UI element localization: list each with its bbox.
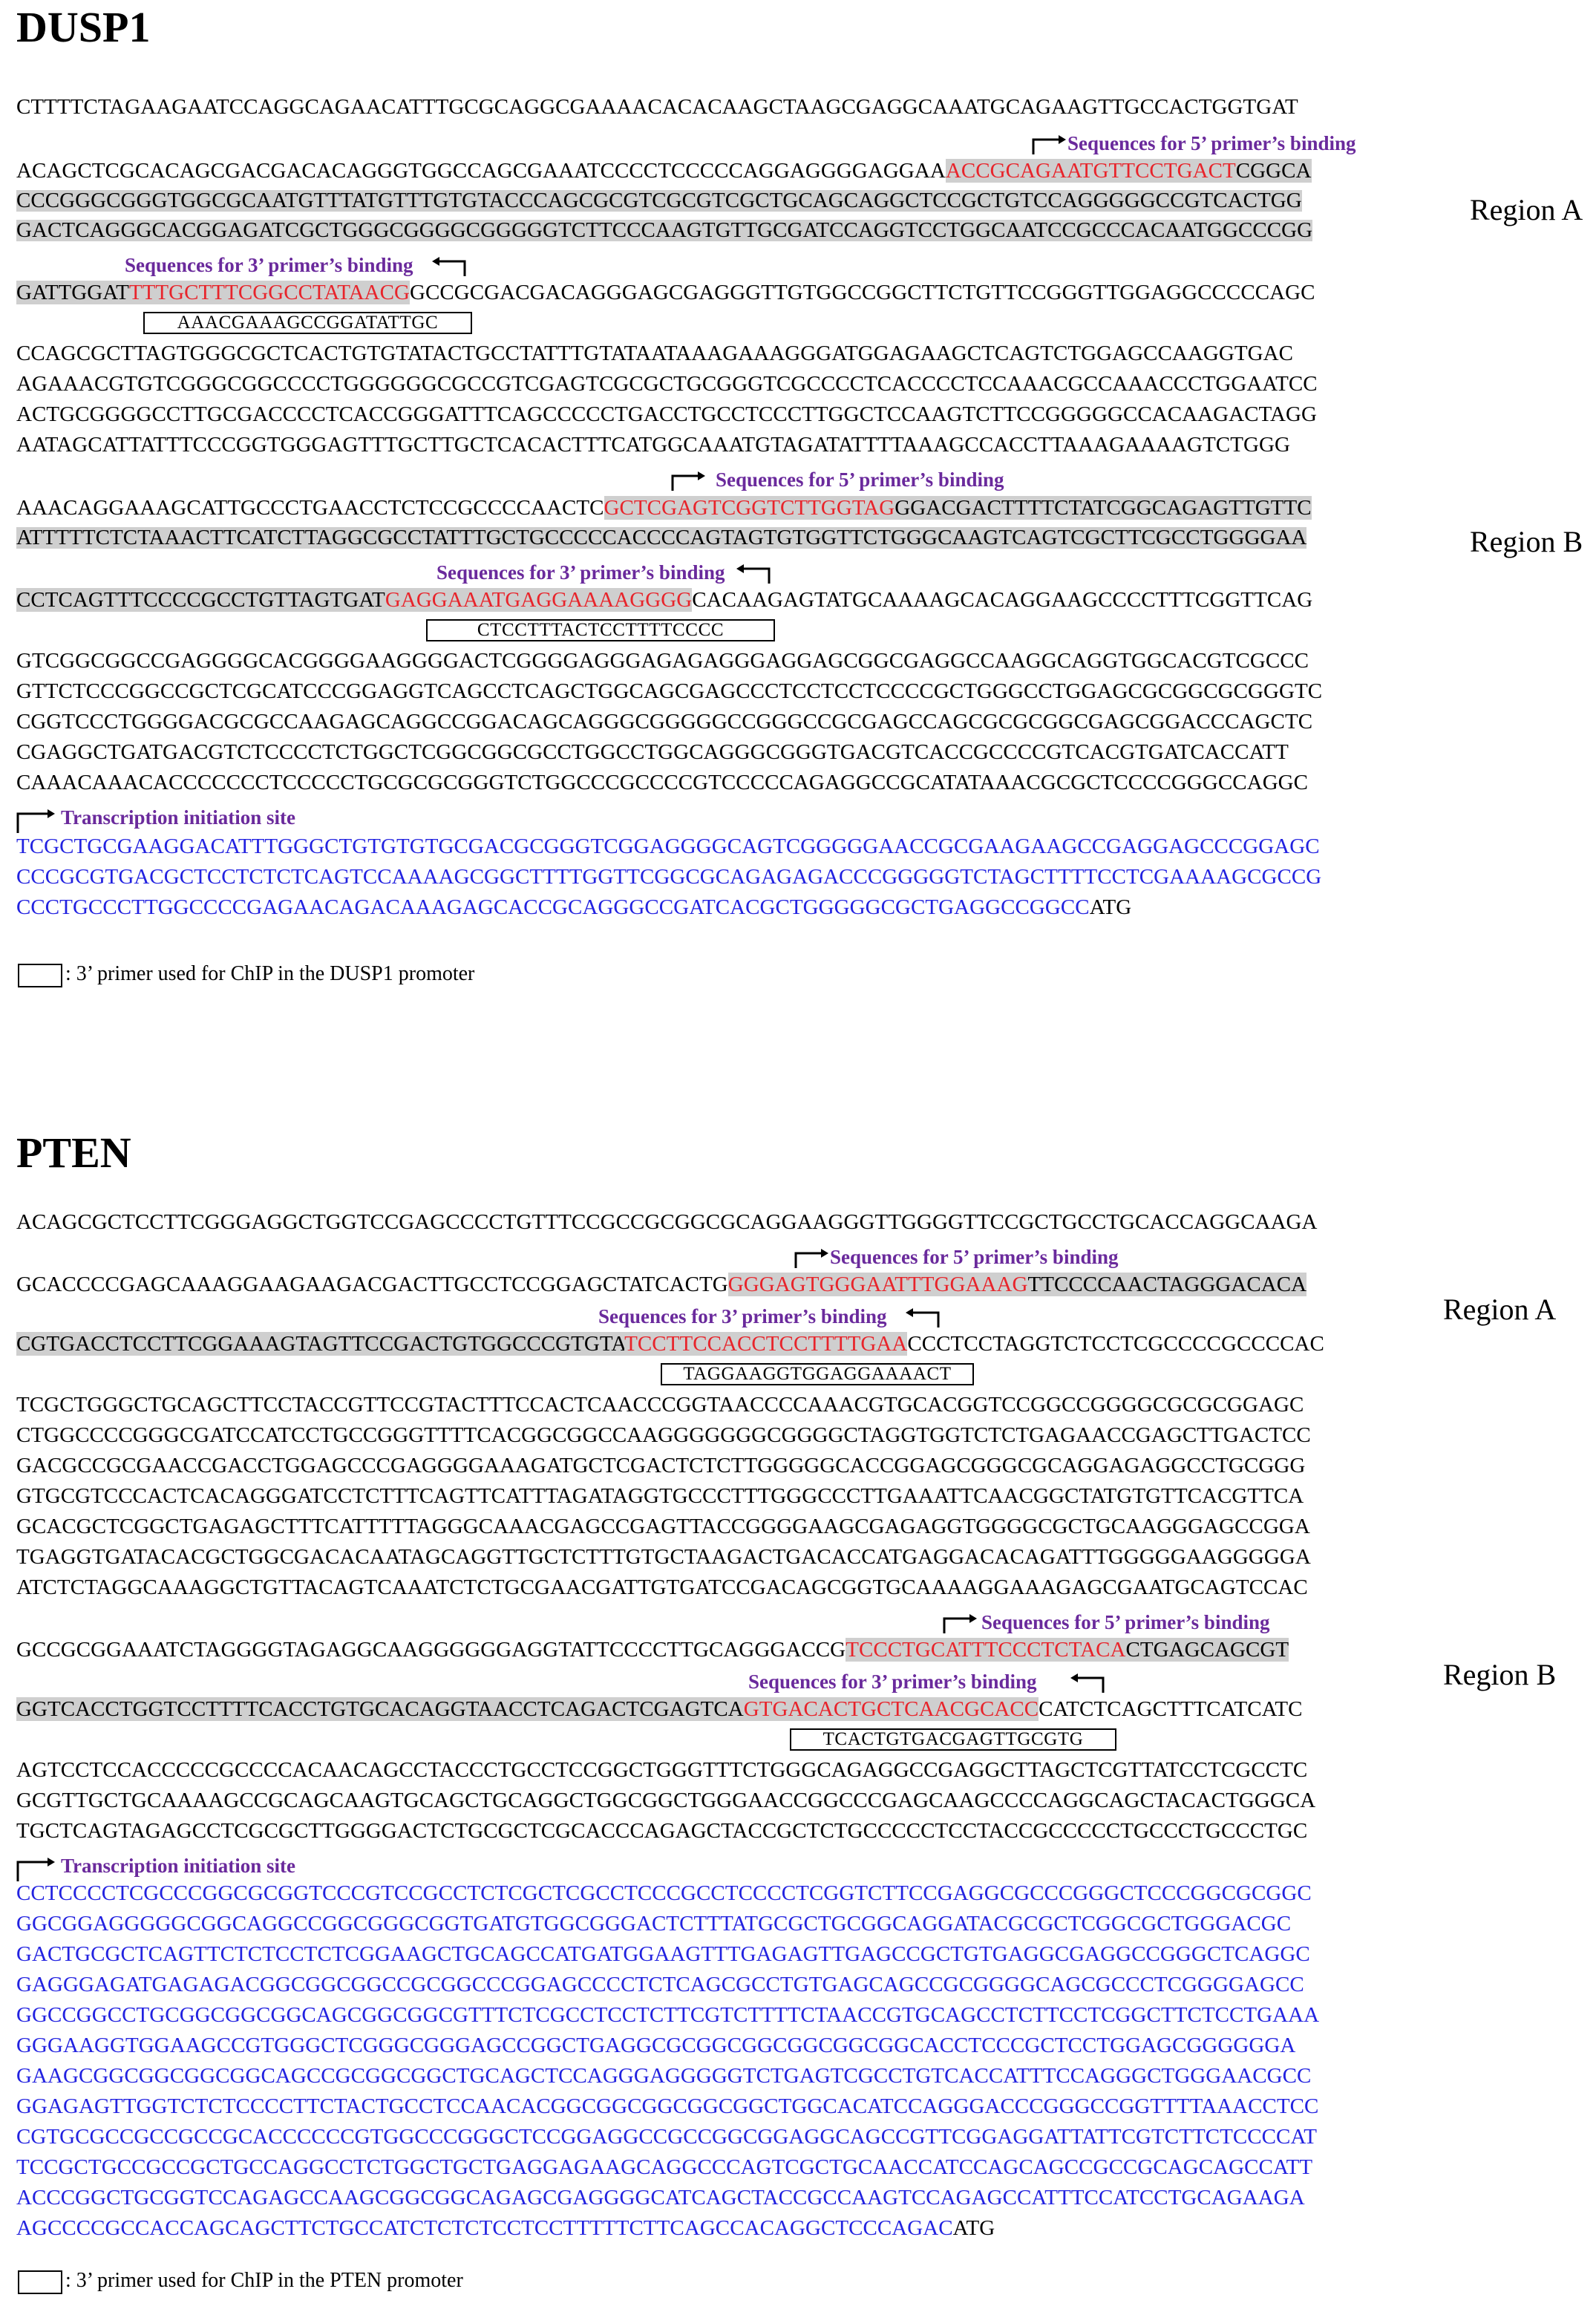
pten-seq-line-26: ACCCGGCTGCGGTCCAGAGCCAAGCGGCGGCAGAGCGAGGGGCATCAGCTACCGCCAAGTCCAGAGCCATTTCCATCCTGCAGAAGA [16,2186,1305,2210]
dusp1-seq-line-5: GATTGGATTTTGCTTTCGGCCTATAACGGCCGCGACGACAGGGAGCGAGGGTTGTGGCCGGCTTCTGTTCCGGGTTGGAGGCCCCCAGC [16,281,1315,304]
pten-chip-primer-box-a: TAGGAAGGTGGAGGAAAACT [661,1363,974,1385]
pten-tis-arrow [15,1858,59,1883]
pten-arrow-3-b [1069,1673,1106,1694]
dusp1-region-a-label: Region A [1470,193,1583,226]
dusp1-tis-label: Transcription initiation site [61,806,296,829]
dusp1-seq-line-17: CAAACAAACACCCCCCCTCCCCCTGCGCGCGGGTCTGGCCCGCCCCGTCCCCCAGAGGCCGCATATAAACGCGCTCCCCGGGCCAGGC [16,771,1309,794]
pten-seq-line-12: GGTCACCTGGTCCTTTTCACCTGTGCACAGGTAACCTCAGACTCGAGTCAGTGACACTGCTCAACGCACCCATCTCAGCTTTCATCATC [16,1697,1303,1721]
dusp1-seq-line-14: GTTCTCCCGGCCGCTCGCATCCCGGAGGTCAGCCTCAGCTGGCAGCGAGCCCTCCTCCTCCCCGCTGGGCCTGGAGCGCGGCGCGGGTC [16,679,1323,703]
dusp1-arrow-5-b [670,471,707,492]
pten-seq-line-16: CCTCCCCTCGCCCGGCGCGGTCCCGTCCGCCTCTCGCTCGCCTCCCGCCTCCCCTCGGTCTTCCGAGGCGCCCGGGCTCCCGGCGCGGC [16,1881,1312,1905]
pten-arrow-5-a [793,1249,830,1270]
pten-legend-box [18,2270,62,2294]
dusp1-seq-line-2: ACAGCTCGCACAGCGACGACACAGGGTGGCCAGCGAAATCCCCTCCCCCAGGAGGGGAGGAAACCGCAGAATGTTCCTGACTCGGCA [16,159,1312,183]
dusp1-seq-line-20: CCCTGCCCTTGGCCCCGAGAACAGACAAAGAGCACCGCAGGGCCGATCACGCTGGGGGCGCTGAGGCCGGCCATG [16,895,1132,919]
pten-chip-primer-box-b: TCACTGTGACGAGTTGCGTG [790,1728,1116,1751]
pten-label-5-a: Sequences for 5’ primer’s binding [830,1246,1119,1268]
pten-label-3-b: Sequences for 3’ primer’s binding [748,1670,1037,1693]
pten-arrow-5-b [941,1614,978,1635]
pten-seq-line-5: CTGGCCCCGGGCGATCCATCCTGCCGGGTTTTCACGGCGGCCAAGGGGGGGCGGGGCTAGGTGGTCTCTGAGAACCGAGCTTGACTCC [16,1423,1311,1447]
dusp1-label-5-b: Sequences for 5’ primer’s binding [716,468,1004,491]
dusp1-arrow-3-b [735,564,772,585]
dusp1-arrow-5-a [1030,135,1067,156]
pten-seq-line-13: AGTCCTCCACCCCCGCCCCACAACAGCCTACCCTGCCTCCGGCTGGGTTTCTGGGCAGAGGCCGAGGCTTAGCTCGTTATCCTCGCCTC [16,1758,1308,1782]
dusp1-seq-line-10: AAACAGGAAAGCATTGCCCTGAACCTCTCCGCCCCAACTCGCTCGAGTCGGTCTTGGTAGGGACGACTTTTCTATCGGCAGAGTTGTTC [16,496,1312,520]
pten-region-b-label: Region B [1443,1658,1557,1691]
pten-seq-line-10: ATCTCTAGGCAAAGGCTGTTACAGTCAAATCTCTGCGAACGATTGTGATCCGACAGCGGTGCAAAAGGAAAGAGCGAATGCAGTCCAC [16,1575,1308,1599]
dusp1-tis-arrow [15,809,59,835]
dusp1-start-codon: ATG [1089,895,1132,919]
dusp1-seq-line-15: CGGTCCCTGGGGACGCGCCAAGAGCAGGCCGGACAGCAGGGCGGGGGCCGGGCCGCGAGCCAGCGCGCGGCGAGCGGACCCAGCTC [16,710,1313,734]
pten-label-3-a: Sequences for 3’ primer’s binding [598,1305,887,1327]
dusp1-chip-primer-box-a: AAACGAAAGCCGGATATTGC [143,312,472,334]
pten-seq-line-8: GCACGCTCGGCTGAGAGCTTTCATTTTTAGGGCAAACGAGCCGAGTTACCGGGGAAGCGAGAGGTGGGGCGCTGCAAGGGAGCCGGA [16,1515,1310,1538]
pten-title: PTEN [16,1129,131,1177]
pten-seq-line-20: GGCCGGCCTGCGGCGGCGGCAGCGGCGGCGTTTCTCGCCTCCTCTTCGTCTTTTCTAACCGTGCAGCCTCTTCCTCGGCTTCTCCTGAAA [16,2003,1320,2027]
dusp1-label-5-a: Sequences for 5’ primer’s binding [1067,132,1356,154]
pten-start-codon: ATG [952,2216,995,2240]
pten-seq-line-3: CGTGACCTCCTTCGGAAAGTAGTTCCGACTGTGGCCCGTGTATCCTTCCACCTCCTTTTGAACCCTCCTAGGTCTCCTCGCCCCGCCCCAC [16,1332,1324,1356]
dusp1-legend-box [18,964,62,987]
pten-seq-line-15: TGCTCAGTAGAGCCTCGCGCTTGGGGACTCTGCGCTCGCACCCAGAGCTACCGCTCTGCCCCCTCCTACCGCCCCCTGCCCTGCCCTGC [16,1819,1308,1843]
dusp1-seq-line-8: ACTGCGGGGCCTTGCGACCCCTCACCGGGATTTCAGCCCCCTGACCTGCCTCCCTTGGCTCCAAGTCTTCCGGGGGCCACAAGACTAGG [16,402,1317,426]
pten-seq-line-18: GACTGCGCTCAGTTCTCTCCTCTCGGAAGCTGCAGCCATGATGGAAGTTTGAGAGTTGAGCCGCTGTGAGGCGAGGCCGGGCTCAGGC [16,1942,1310,1966]
dusp1-chip-primer-box-b: CTCCTTTACTCCTTTTCCCC [426,619,775,641]
dusp1-seq-line-9: AATAGCATTATTTCCCGGTGGGAGTTTGCTTGCTCACACTTTCATGGCAAATGTAGATATTTTAAAGCCACCTTAAAGAAAAGTCTGGG [16,433,1290,457]
dusp1-seq-line-1: CTTTTCTAGAAGAATCCAGGCAGAACATTTGCGCAGGCGAAAACACACAAGCTAAGCGAGGCAAATGCAGAAGTTGCCACTGGTGAT [16,95,1298,119]
pten-seq-line-7: GTGCGTCCCACTCACAGGGATCCTCTTTCAGTTCATTTAGATAGGTGCCCTTTGGGCCCTTGAAATTCAACGGCTATGTGTTCACGTTCA [16,1484,1304,1508]
pten-seq-line-22: GAAGCGGCGGCGGCGGCAGCCGCGGCGGCTGCAGCTCCAGGGAGGGGGTCTGAGTCGCCTGTCACCATTTCCAGGGCTGGGAACGCC [16,2064,1312,2088]
pten-seq-line-4: TCGCTGGGCTGCAGCTTCCTACCGTTCCGTACTTTCCACTCAACCCGGTAACCCCAAACGTGCACGGTCCGGCCGGGGCGCGCGGAGC [16,1393,1304,1417]
pten-seq-line-27: AGCCCCGCCACCAGCAGCTTCTGCCATCTCTCTCCTCCTTTTTCTTCAGCCACAGGCTCCCAGACATG [16,2216,995,2240]
dusp1-label-3-b: Sequences for 3’ primer’s binding [436,561,725,584]
pten-region-a-label: Region A [1443,1293,1557,1326]
pten-legend: : 3’ primer used for ChIP in the PTEN promoter [18,2269,463,2294]
pten-tis-label: Transcription initiation site [61,1855,296,1877]
dusp1-label-3-a: Sequences for 3’ primer’s binding [125,254,413,276]
dusp1-seq-line-18: TCGCTGCGAAGGACATTTGGGCTGTGTGTGCGACGCGGGTCGGAGGGGCAGTCGGGGGAACCGCGAAGAAGCCGAGGAGCCCGGAGC [16,835,1320,858]
dusp1-seq-line-6: CCAGCGCTTAGTGGGCGCTCACTGTGTATACTGCCTATTTGTATAATAAAGAAAGGGATGGAGAAGCTCAGTCTGGAGCCAAGGTGAC [16,342,1294,365]
pten-arrow-3-a [904,1308,941,1329]
dusp1-seq-line-4: GACTCAGGGCACGGAGATCGCTGGGCGGGGCGGGGGTCTTCCCAAGTGTTGCGATCCAGGTCCTGGCAATCCGCCCACAATGGCCCGG [16,218,1313,242]
pten-seq-line-9: TGAGGTGATACACGCTGGCGACACAATAGCAGGTTGCTCTTTGTGCTAAGACTGACACCATGAGGACACAGATTTGGGGGAAGGGGGA [16,1545,1311,1569]
pten-seq-line-11: GCCGCGGAAATCTAGGGGTAGAGGCAAGGGGGGAGGTATTCCCCTTGCAGGGACCGTCCCTGCATTTCCCTCTACACTGAGCAGCGT [16,1638,1289,1662]
pten-seq-line-21: GGGAAGGTGGAAGCCGTGGGCTCGGGCGGGAGCCGGCTGAGGCGCGGCGGCGGCGGCGGCACCTCCCGCTCCTGGAGCGGGGGGA [16,2034,1296,2057]
pten-seq-line-17: GGCGGAGGGGGCGGCAGGCCGGCGGGCGGTGATGTGGCGGGACTCTTTATGCGCTGCGGCAGGATACGCGCTCGGCGCTGGGACGC [16,1912,1292,1936]
dusp1-seq-line-7: AGAAACGTGTCGGGCGGCCCCTGGGGGGCGCCGTCGAGTCGCGCTGCGGGTCGCCCCTCACCCCTCCAAACGCCAAACCCTGGAATCC [16,372,1318,396]
dusp1-seq-line-13: GTCGGCGGCCGAGGGGCACGGGGAAGGGGACTCGGGGAGGGAGAGAGGGAGGAGCGGCGAGGCCAAGGCAGGTGGCACGTCGCCC [16,649,1309,673]
pten-seq-line-2: GCACCCCGAGCAAAGGAAGAAGACGACTTGCCTCCGGAGCTATCACTGGGGAGTGGGAATTTGGAAAGTTCCCCAACTAGGGACACA [16,1273,1307,1296]
pten-seq-line-25: TCCGCTGCCGCCGCTGCCAGGCCTCTGGCTGCTGAGGAGAAGCAGGCCCAGTCGCTGCAACCATCCAGCAGCCGCCGCAGCAGCCATT [16,2155,1313,2179]
dusp1-arrow-3-a [431,257,468,278]
dusp1-title: DUSP1 [16,3,151,51]
dusp1-seq-line-3: CCCGGGCGGGTGGCGCAATGTTTATGTTTGTGTACCCAGCGCGTCGCGTCGCTGCAGCAGGCTCCGCTGTCCAGGGGGCCGTCACTGG [16,189,1302,212]
dusp1-region-b-label: Region B [1470,525,1583,558]
dusp1-seq-line-16: CGAGGCTGATGACGTCTCCCCTCTGGCTCGGCGGCGCCTGGCCTGGCAGGGCGGGTGACGTCACCGCCCCGTCACGTGATCACCATT [16,740,1289,764]
dusp1-seq-line-12: CCTCAGTTTCCCCGCCTGTTAGTGATGAGGAAATGAGGAAAAGGGGCACAAGAGTATGCAAAAGCACAGGAAGCCCCTTTCGGTTCAG [16,588,1313,612]
dusp1-seq-line-11: ATTTTTCTCTAAACTTCATCTTAGGCGCCTATTTGCTGCCCCCACCCCAGTAGTGTGGTTCTGGGCAAGTCAGTCGCTTCGCCTGGGGAA [16,526,1307,549]
pten-seq-line-1: ACAGCGCTCCTTCGGGAGGCTGGTCCGAGCCCCTGTTTCCGCCGCGGCGCAGGAAGGGTTGGGGTTCCGCTGCCTGCACCAGGCAAGA [16,1210,1318,1234]
pten-seq-line-14: GCGTTGCTGCAAAAGCCGCAGCAAGTGCAGCTGCAGGCTGGCGGCTGGGAACCGGCCCGAGCAAGCCCCAGGCAGCTACACTGGGCA [16,1789,1316,1812]
pten-seq-line-19: GAGGGAGATGAGAGACGGCGGCGGCCGCGGCCCGGAGCCCCTCTCAGCGCCTGTGAGCAGCCGCGGGGCAGCGCCCTCGGGGAGCC [16,1973,1304,1996]
pten-seq-line-23: GGAGAGTTGGTCTCTCCCCTTCTACTGCCTCCAACACGGCGGCGGCGGCGGCTGGCACATCCAGGGACCCGGGCCGGTTTTAAACCTCC [16,2094,1319,2118]
dusp1-seq-line-19: CCCGCGTGACGCTCCTCTCTCAGTCCAAAAGCGGCTTTTGGTTCGGCGCAGAGAGACCCGGGGGTCTAGCTTTTCCTCGAAAAGCGCCG [16,865,1322,889]
dusp1-legend: : 3’ primer used for ChIP in the DUSP1 promoter [18,962,474,987]
pten-seq-line-24: CGTGCGCCGCCGCCGCACCCCCCGTGGCCCGGGCTCCGGAGGCCGCCGGCGGAGGCAGCCGTTCGGAGGATTATTCGTCTTCTCCCCAT [16,2125,1317,2149]
pten-label-5-b: Sequences for 5’ primer’s binding [981,1611,1270,1633]
pten-seq-line-6: GACGCCGCGAACCGACCTGGAGCCCGAGGGGAAAGATGCTCGACTCTCTTGGGGGCACCGGAGCGGGCGCAGGAGAGGCCTGCGGG [16,1454,1306,1477]
